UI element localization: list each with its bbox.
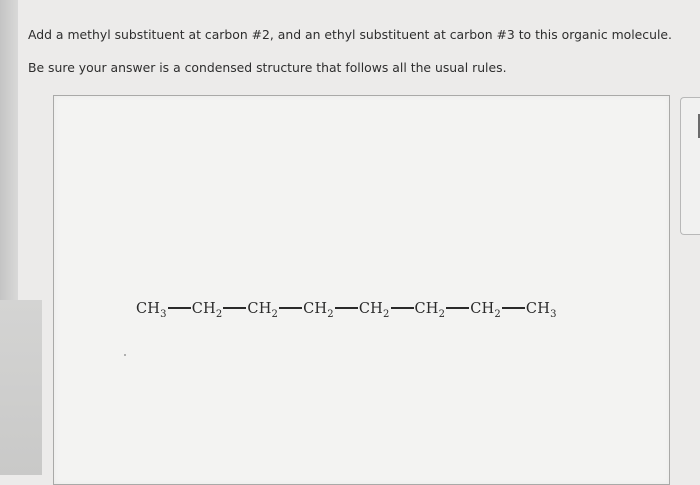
drawing-canvas[interactable] (53, 95, 670, 485)
carbon-5[interactable]: $CH_2$ (358, 301, 390, 320)
question-line-1: Add a methyl substituent at carbon #2, and an ethyl substituent at carbon #3 to this organic molecule. (28, 27, 672, 42)
bond-5-6[interactable] (391, 307, 414, 308)
question-line-2: Be sure your answer is a condensed structure that follows all the usual rules. (28, 60, 507, 75)
left-lower-shadow (0, 300, 42, 475)
carbon-6[interactable]: $CH_2$ (414, 301, 446, 320)
carbon-8[interactable]: $CH_3$ (525, 301, 557, 320)
carbon-4[interactable]: $CH_2$ (303, 301, 334, 320)
molecule-chain[interactable] (136, 301, 557, 320)
carbon-2[interactable]: $CH_2$ (191, 301, 223, 320)
carbon-1[interactable]: $CH_3$ (136, 301, 167, 320)
canvas-dot (124, 354, 126, 356)
bond-1-2[interactable] (168, 307, 191, 308)
side-toolbar-tab[interactable] (680, 97, 700, 235)
bond-3-4[interactable] (279, 307, 302, 308)
bond-7-8[interactable] (502, 307, 525, 308)
carbon-3[interactable]: $CH_2$ (247, 301, 279, 320)
bond-6-7[interactable] (446, 307, 469, 308)
bond-4-5[interactable] (335, 307, 358, 308)
bond-2-3[interactable] (223, 307, 246, 308)
carbon-7[interactable]: $CH_2$ (470, 301, 501, 320)
